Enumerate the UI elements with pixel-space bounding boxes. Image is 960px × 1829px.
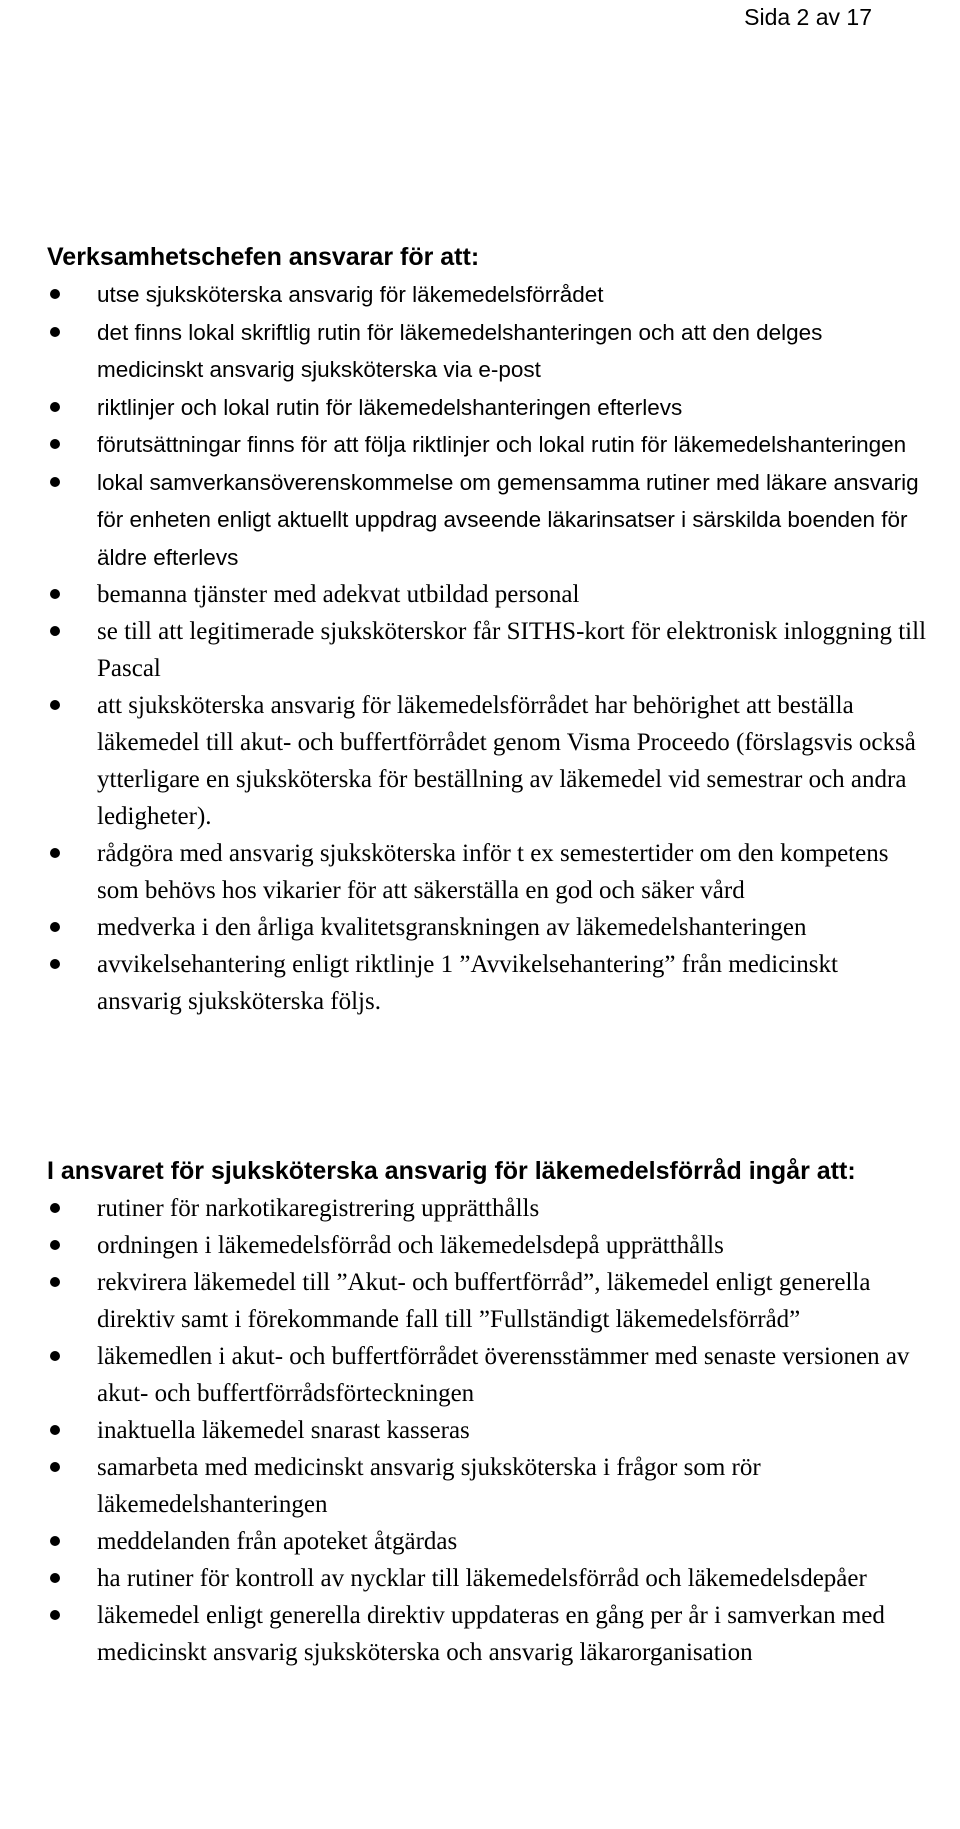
list-item: [47, 946, 927, 1020]
list-item: [47, 1560, 927, 1597]
bullet-icon: [50, 589, 60, 599]
list-item-text: det finns lokal skriftlig rutin för läkemedelshanteringen och att den delges medicinskt ansvarig sjuksköterska via e-post: [97, 319, 823, 382]
list-item-text: utse sjuksköterska ansvarig för läkemedelsförrådet: [97, 282, 604, 307]
list-item: [47, 613, 927, 687]
list-item: [47, 1597, 927, 1671]
list-item-text: samarbeta med medicinskt ansvarig sjuksköterska i frågor som rör läkemedelshanteringen: [97, 1454, 761, 1518]
list-item-text: meddelanden från apoteket åtgärdas: [97, 1528, 458, 1555]
bullet-icon: [50, 477, 60, 487]
section-sjukskoterska: [47, 1153, 927, 1671]
list-item-text: avvikelsehantering enligt riktlinje 1 ”Avvikelsehantering” från medicinskt ansvarig sjuksköterska följs.: [97, 951, 838, 1015]
bullet-icon: [50, 439, 60, 449]
section-heading: I ansvaret för sjuksköterska ansvarig för läkemedelsförråd ingår att:: [47, 1157, 856, 1185]
list-item-text: rådgöra med ansvarig sjuksköterska inför t ex semestertider om den kompetens som behövs hos vikarier för att säkerställa en god och säker vård: [97, 840, 889, 904]
bullet-list-serif: [47, 576, 927, 1020]
list-item: [47, 389, 927, 427]
bullet-icon: [50, 1610, 60, 1620]
bullet-icon: [50, 1425, 60, 1435]
section-heading: Verksamhetschefen ansvarar för att:: [47, 243, 480, 271]
list-item: [47, 909, 927, 946]
list-item: [47, 1338, 927, 1412]
list-item-text: lokal samverkansöverenskommelse om gemensamma rutiner med läkare ansvarig för enheten enligt aktuellt uppdrag avseende läkarinsatser i särskilda boenden för äldre efterlevs: [97, 469, 919, 570]
list-item-text: förutsättningar finns för att följa riktlinjer och lokal rutin för läkemedelshanteringen: [97, 432, 907, 457]
bullet-icon: [50, 959, 60, 969]
list-item: [47, 576, 927, 613]
list-item-text: ha rutiner för kontroll av nycklar till läkemedelsförråd och läkemedelsdepåer: [97, 1565, 867, 1592]
list-item-text: rutiner för narkotikaregistrering upprätthålls: [97, 1195, 540, 1222]
list-item-text: rekvirera läkemedel till ”Akut- och buffertförråd”, läkemedel enligt generella direktiv samt i förekommande fall till ”Fullständigt läkemedelsförråd”: [97, 1269, 871, 1333]
list-item: [47, 1449, 927, 1523]
bullet-icon: [50, 1240, 60, 1250]
list-item: [47, 426, 927, 464]
bullet-icon: [50, 1277, 60, 1287]
bullet-icon: [50, 848, 60, 858]
bullet-icon: [50, 402, 60, 412]
list-item-text: se till att legitimerade sjuksköterskor får SITHS-kort för elektronisk inloggning till Pascal: [97, 618, 927, 682]
page-number: Sida 2 av 17: [744, 4, 872, 30]
bullet-list-sans: [47, 276, 927, 576]
list-item-text: bemanna tjänster med adekvat utbildad personal: [97, 581, 580, 608]
bullet-icon: [50, 922, 60, 932]
list-item: [47, 1190, 927, 1227]
list-item: [47, 464, 927, 577]
list-item-text: riktlinjer och lokal rutin för läkemedelshanteringen efterlevs: [97, 394, 683, 420]
list-item: [47, 1523, 927, 1560]
list-item-text: att sjuksköterska ansvarig för läkemedelsförrådet har behörighet att beställa läkemedel till akut- och buffertförrådet genom Visma Proceedo (förslagsvis också ytterligare en sjuksköterska för beställning av läkemedel vid semestrar och andra ledigheter).: [97, 692, 916, 830]
list-item: [47, 276, 927, 314]
bullet-list-serif: [47, 1190, 927, 1671]
list-item: [47, 1227, 927, 1264]
section-verksamhetschef: [47, 239, 927, 1020]
list-item-text: inaktuella läkemedel snarast kasseras: [97, 1417, 470, 1444]
list-item: [47, 1412, 927, 1449]
bullet-icon: [50, 1351, 60, 1361]
bullet-icon: [50, 1203, 60, 1213]
list-item: [47, 687, 927, 835]
bullet-icon: [50, 289, 60, 299]
bullet-icon: [50, 1573, 60, 1583]
list-item-text: läkemedlen i akut- och buffertförrådet överensstämmer med senaste versionen av akut- och buffertförrådsförteckningen: [97, 1343, 910, 1407]
list-item: [47, 1264, 927, 1338]
bullet-icon: [50, 1462, 60, 1472]
bullet-icon: [50, 1536, 60, 1546]
list-item-text: ordningen i läkemedelsförråd och läkemedelsdepå upprätthålls: [97, 1232, 724, 1259]
list-item-text: läkemedel enligt generella direktiv uppdateras en gång per år i samverkan med medicinskt ansvarig sjuksköterska och ansvarig läkarorganisation: [97, 1602, 885, 1666]
list-item-text: medverka i den årliga kvalitetsgranskningen av läkemedelshanteringen: [97, 914, 807, 941]
list-item: [47, 314, 927, 389]
bullet-icon: [50, 700, 60, 710]
bullet-icon: [50, 327, 60, 337]
list-item: [47, 835, 927, 909]
bullet-icon: [50, 626, 60, 636]
